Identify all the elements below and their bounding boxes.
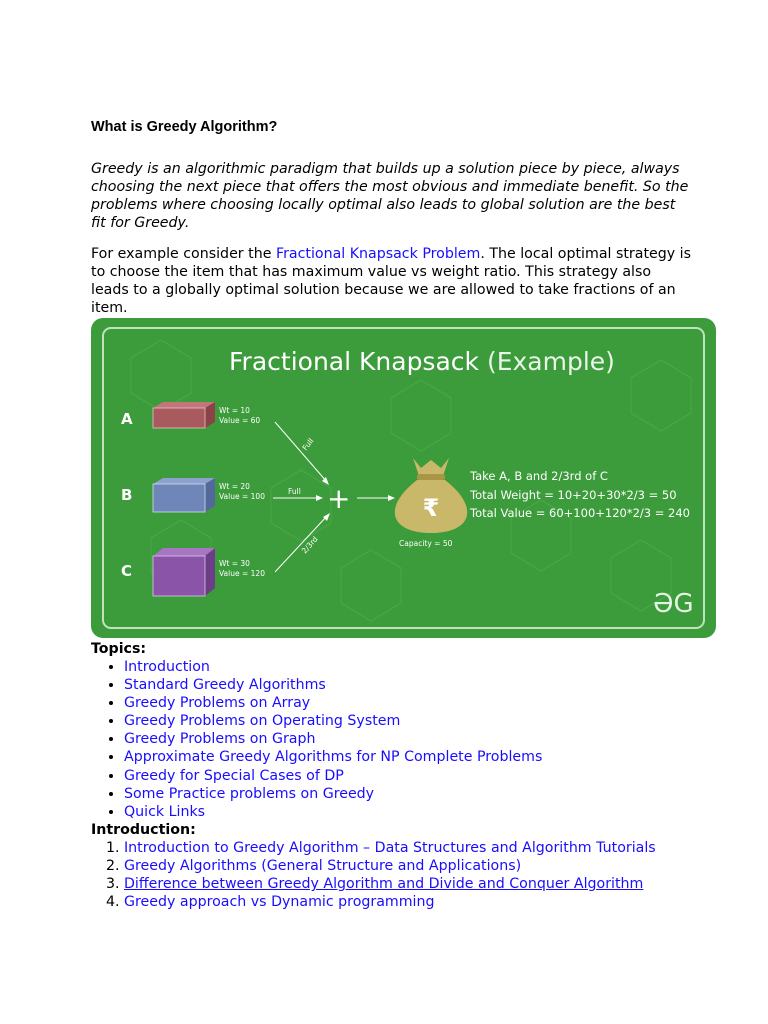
bag-currency-symbol: ₹ [422, 494, 440, 522]
topic-link-practice-problems[interactable]: Some Practice problems on Greedy [124, 785, 375, 802]
result-line-1: Take A, B and 2/3rd of C [470, 469, 608, 483]
topic-link-operating-system[interactable]: Greedy Problems on Operating System [124, 713, 401, 730]
intro-link-tutorial[interactable]: Introduction to Greedy Algorithm – Data Structures and Algorithm Tutorials [124, 840, 656, 856]
intro-link-divide-conquer[interactable]: Difference between Greedy Algorithm and Divide and Conquer Algorithm [124, 876, 644, 893]
topic-link-introduction[interactable]: Introduction [124, 659, 210, 675]
topic-link-array[interactable]: Greedy Problems on Array [124, 695, 311, 712]
intro-link-dynamic-programming[interactable]: Greedy approach vs Dynamic programming [124, 894, 435, 911]
topics-heading: Topics: [91, 641, 147, 657]
result-line-3: Total Value = 60+100+120*2/3 = 240 [470, 506, 690, 520]
list-item [124, 676, 542, 694]
result-line-2: Total Weight = 10+20+30*2/3 = 50 [470, 488, 677, 502]
intro-paragraph: Greedy is an algorithmic paradigm that builds up a solution piece by piece, always choosing the next piece that offers the most obvious and immediate benefit. So the problems where choosing locally optimal also leads to global solution are the best fit for Greedy. [91, 161, 689, 231]
introduction-heading: Introduction: [91, 822, 196, 838]
item-a-wt: Wt = 10 [219, 406, 250, 415]
list-item [124, 748, 542, 766]
topic-link-quick-links[interactable]: Quick Links [124, 803, 206, 820]
list-item [124, 803, 542, 821]
arrow-label-full-a: Full [300, 436, 316, 453]
box-a-icon [153, 402, 215, 428]
list-item [124, 785, 542, 803]
example-text-after: . The local optimal strategy is to choose the item that has maximum value vs weight ratio. This strategy also leads to a globally optimal solution because we are allowed to take fractions of an item. [91, 246, 691, 316]
item-c-wt: Wt = 30 [219, 559, 250, 568]
item-c-value: Value = 120 [219, 569, 265, 578]
plus-sign: + [327, 482, 351, 515]
fractional-knapsack-link[interactable]: Fractional Knapsack Problem [275, 246, 481, 262]
list-item [124, 857, 724, 875]
list-item [124, 875, 724, 893]
box-c-icon [153, 548, 215, 596]
figure-title-paren: (Example) [486, 347, 615, 376]
item-c-label: C [121, 562, 133, 580]
list-item [124, 893, 724, 911]
list-item [124, 658, 542, 676]
topic-link-special-cases-dp[interactable]: Greedy for Special Cases of DP [124, 767, 344, 784]
list-item [124, 730, 542, 748]
item-a-label: A [121, 410, 133, 428]
figure-title-main: Fractional Knapsack [229, 347, 479, 376]
item-b-label: B [121, 486, 133, 504]
page-title: What is Greedy Algorithm? [91, 119, 278, 135]
figure-title [229, 347, 615, 376]
fractional-knapsack-figure [91, 318, 716, 638]
item-a-value: Value = 60 [219, 416, 261, 425]
topic-link-graph[interactable]: Greedy Problems on Graph [124, 731, 316, 748]
list-item [124, 767, 542, 785]
topics-list [91, 658, 542, 821]
gfg-logo: ƏG [653, 589, 694, 619]
arrow-label-full-b: Full [288, 487, 301, 496]
list-item [124, 839, 724, 857]
item-b-wt: Wt = 20 [219, 482, 250, 491]
capacity-label: Capacity = 50 [399, 539, 453, 548]
list-item [124, 694, 542, 712]
topic-link-np-complete[interactable]: Approximate Greedy Algorithms for NP Complete Problems [124, 749, 543, 766]
arrow-label-two-thirds: 2/3rd [299, 534, 320, 556]
example-text-before: For example consider the [91, 246, 276, 262]
item-b-value: Value = 100 [219, 492, 265, 501]
introduction-list [91, 839, 724, 911]
example-paragraph [91, 245, 691, 317]
list-item [124, 712, 542, 730]
topic-link-standard-greedy[interactable]: Standard Greedy Algorithms [124, 677, 326, 694]
box-b-icon [153, 478, 215, 512]
intro-link-general-structure[interactable]: Greedy Algorithms (General Structure and Applications) [124, 858, 522, 875]
